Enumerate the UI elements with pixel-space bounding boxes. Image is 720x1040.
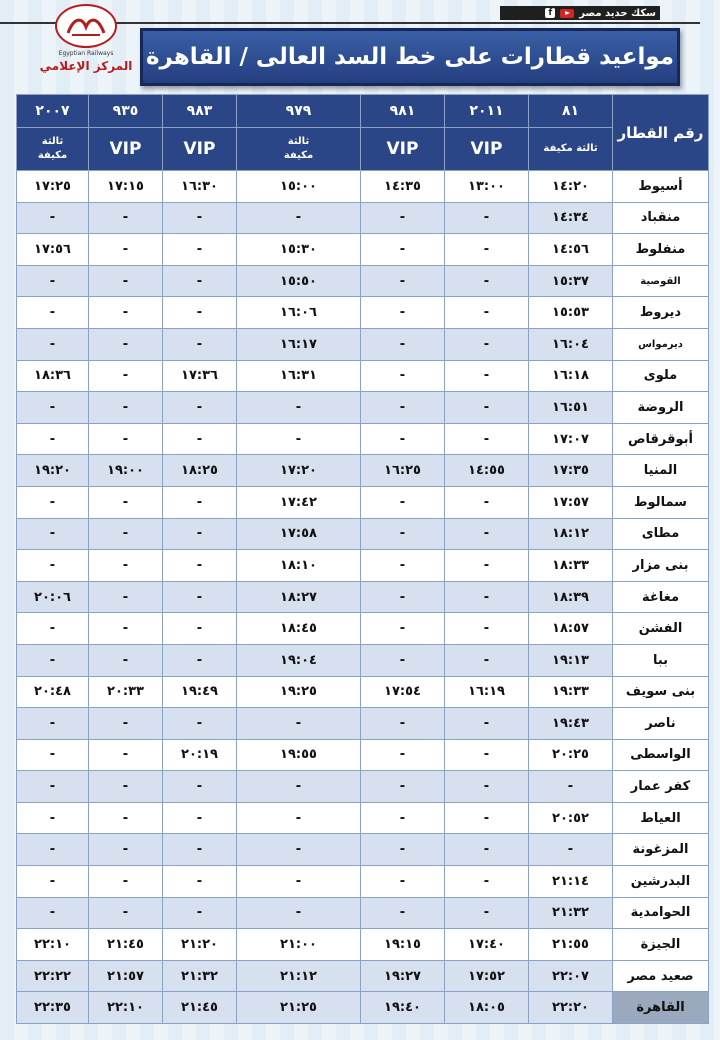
time-cell: - bbox=[17, 392, 89, 424]
time-cell: - bbox=[17, 834, 89, 866]
table-row bbox=[17, 234, 709, 266]
station-name: المزغونة bbox=[613, 834, 709, 866]
time-cell: ٢١:١٢ bbox=[237, 960, 361, 992]
time-cell: - bbox=[163, 423, 237, 455]
table-row bbox=[17, 265, 709, 297]
time-cell: ٢١:٥٥ bbox=[529, 929, 613, 961]
table-row bbox=[17, 581, 709, 613]
time-cell: ١٨:٠٥ bbox=[445, 992, 529, 1024]
time-cell: ١٧:٠٧ bbox=[529, 423, 613, 455]
time-cell: - bbox=[89, 581, 163, 613]
time-cell: ١٧:٢٥ bbox=[17, 171, 89, 203]
time-cell: - bbox=[445, 834, 529, 866]
time-cell: - bbox=[445, 866, 529, 898]
time-cell: ١٩:٢٠ bbox=[17, 455, 89, 487]
time-cell: - bbox=[89, 802, 163, 834]
table-row bbox=[17, 866, 709, 898]
time-cell: - bbox=[445, 486, 529, 518]
station-name: سمالوط bbox=[613, 486, 709, 518]
time-cell: ١٨:٣٣ bbox=[529, 550, 613, 582]
time-cell: - bbox=[237, 423, 361, 455]
time-cell: - bbox=[89, 392, 163, 424]
station-name: منقباد bbox=[613, 202, 709, 234]
time-cell: - bbox=[237, 202, 361, 234]
station-name: بنى سويف bbox=[613, 676, 709, 708]
time-cell: - bbox=[361, 392, 445, 424]
station-name: كفر عمار bbox=[613, 771, 709, 803]
time-cell: ١٦:٠٤ bbox=[529, 328, 613, 360]
train-type: ثالثة مكيفة bbox=[17, 128, 89, 171]
time-cell: - bbox=[17, 613, 89, 645]
table-row bbox=[17, 960, 709, 992]
time-cell: ١٦:٢٥ bbox=[361, 455, 445, 487]
time-cell: - bbox=[237, 866, 361, 898]
table-row bbox=[17, 328, 709, 360]
facebook-icon[interactable]: f bbox=[545, 8, 555, 18]
time-cell: - bbox=[163, 234, 237, 266]
title-banner bbox=[140, 28, 680, 86]
time-cell: - bbox=[89, 771, 163, 803]
station-name: القاهرة bbox=[613, 992, 709, 1024]
time-cell: ١٥:٥٠ bbox=[237, 265, 361, 297]
time-cell: - bbox=[163, 834, 237, 866]
train-number: ٩٣٥ bbox=[89, 95, 163, 128]
time-cell: - bbox=[17, 644, 89, 676]
time-cell: - bbox=[163, 518, 237, 550]
train-type: VIP bbox=[163, 128, 237, 171]
time-cell: - bbox=[163, 581, 237, 613]
time-cell: - bbox=[361, 897, 445, 929]
time-cell: - bbox=[89, 265, 163, 297]
time-cell: - bbox=[445, 708, 529, 740]
station-name: الفشن bbox=[613, 613, 709, 645]
station-name: بنى مزار bbox=[613, 550, 709, 582]
time-cell: ١٤:٥٥ bbox=[445, 455, 529, 487]
table-row bbox=[17, 897, 709, 929]
time-cell: - bbox=[445, 897, 529, 929]
time-cell: - bbox=[361, 708, 445, 740]
logo bbox=[39, 4, 133, 80]
time-cell: ١٨:١٠ bbox=[237, 550, 361, 582]
table-row bbox=[17, 802, 709, 834]
time-cell: - bbox=[89, 550, 163, 582]
time-cell: - bbox=[17, 423, 89, 455]
time-cell: - bbox=[445, 423, 529, 455]
time-cell: ١٧:٣٦ bbox=[163, 360, 237, 392]
time-cell: - bbox=[163, 771, 237, 803]
time-cell: - bbox=[445, 518, 529, 550]
time-cell: - bbox=[89, 897, 163, 929]
time-cell: - bbox=[445, 644, 529, 676]
table-row bbox=[17, 929, 709, 961]
time-cell: ٢١:٢٠ bbox=[163, 929, 237, 961]
train-type: VIP bbox=[89, 128, 163, 171]
time-cell: ١٤:٣٥ bbox=[361, 171, 445, 203]
time-cell: ٢١:٠٠ bbox=[237, 929, 361, 961]
time-cell: - bbox=[17, 328, 89, 360]
station-name: المنيا bbox=[613, 455, 709, 487]
time-cell: ٢١:١٤ bbox=[529, 866, 613, 898]
time-cell: ١٧:٥٧ bbox=[529, 486, 613, 518]
time-cell: - bbox=[89, 328, 163, 360]
time-cell: ٢٢:٣٥ bbox=[17, 992, 89, 1024]
time-cell: ١٩:٣٣ bbox=[529, 676, 613, 708]
time-cell: - bbox=[89, 486, 163, 518]
station-name: منفلوط bbox=[613, 234, 709, 266]
time-cell: - bbox=[361, 265, 445, 297]
time-cell: - bbox=[445, 739, 529, 771]
station-name: القوصية bbox=[613, 265, 709, 297]
time-cell: - bbox=[89, 644, 163, 676]
time-cell: ١٤:٣٤ bbox=[529, 202, 613, 234]
time-cell: ١٨:٤٥ bbox=[237, 613, 361, 645]
train-number: ٩٨٣ bbox=[163, 95, 237, 128]
time-cell: - bbox=[163, 644, 237, 676]
schedule-table bbox=[16, 94, 709, 1024]
train-number-row bbox=[17, 95, 709, 128]
time-cell: - bbox=[17, 739, 89, 771]
time-cell: ٢٢:١٠ bbox=[89, 992, 163, 1024]
time-cell: - bbox=[361, 644, 445, 676]
time-cell: ١٨:٣٦ bbox=[17, 360, 89, 392]
time-cell: - bbox=[361, 328, 445, 360]
time-cell: ١٧:٤٠ bbox=[445, 929, 529, 961]
time-cell: - bbox=[163, 486, 237, 518]
station-name: الروضة bbox=[613, 392, 709, 424]
time-cell: - bbox=[163, 613, 237, 645]
time-cell: - bbox=[89, 739, 163, 771]
time-cell: - bbox=[17, 202, 89, 234]
time-cell: - bbox=[17, 518, 89, 550]
train-type-row bbox=[17, 128, 709, 171]
station-name: ديرمواس bbox=[613, 328, 709, 360]
time-cell: ١٦:١٩ bbox=[445, 676, 529, 708]
time-cell: - bbox=[237, 392, 361, 424]
time-cell: ١٦:٠٦ bbox=[237, 297, 361, 329]
time-cell: - bbox=[445, 328, 529, 360]
time-cell: - bbox=[445, 613, 529, 645]
station-name: مطاى bbox=[613, 518, 709, 550]
time-cell: - bbox=[445, 771, 529, 803]
time-cell: - bbox=[361, 234, 445, 266]
time-cell: - bbox=[361, 581, 445, 613]
train-number: ٩٨١ bbox=[361, 95, 445, 128]
table-row bbox=[17, 423, 709, 455]
logo-subtitle: Egyptian Railways bbox=[58, 50, 114, 57]
time-cell: ٢١:٥٧ bbox=[89, 960, 163, 992]
time-cell: ٢١:٣٢ bbox=[529, 897, 613, 929]
time-cell: ١٩:٢٧ bbox=[361, 960, 445, 992]
time-cell: - bbox=[361, 297, 445, 329]
time-cell: - bbox=[89, 613, 163, 645]
station-name: البدرشين bbox=[613, 866, 709, 898]
time-cell: ١٨:٢٥ bbox=[163, 455, 237, 487]
time-cell: - bbox=[361, 360, 445, 392]
time-cell: ١٦:٣٠ bbox=[163, 171, 237, 203]
station-name: ناصر bbox=[613, 708, 709, 740]
station-name: ديروط bbox=[613, 297, 709, 329]
time-cell: ١٣:٠٠ bbox=[445, 171, 529, 203]
table-row bbox=[17, 992, 709, 1024]
time-cell: - bbox=[163, 802, 237, 834]
time-cell: ١٩:١٣ bbox=[529, 644, 613, 676]
time-cell: - bbox=[89, 297, 163, 329]
time-cell: ١٥:٥٣ bbox=[529, 297, 613, 329]
time-cell: ١٩:٤٣ bbox=[529, 708, 613, 740]
time-cell: ١٨:٥٧ bbox=[529, 613, 613, 645]
time-cell: - bbox=[17, 866, 89, 898]
time-cell: ١٤:٥٦ bbox=[529, 234, 613, 266]
time-cell: ١٩:١٥ bbox=[361, 929, 445, 961]
time-cell: - bbox=[445, 297, 529, 329]
logo-name: المركز الإعلامي bbox=[39, 59, 133, 73]
time-cell: ٢٢:٠٧ bbox=[529, 960, 613, 992]
train-type: VIP bbox=[361, 128, 445, 171]
time-cell: ٢١:٣٢ bbox=[163, 960, 237, 992]
time-cell: - bbox=[445, 581, 529, 613]
time-cell: - bbox=[163, 708, 237, 740]
time-cell: - bbox=[445, 360, 529, 392]
table-row bbox=[17, 676, 709, 708]
time-cell: ١٥:٣٧ bbox=[529, 265, 613, 297]
time-cell: - bbox=[89, 360, 163, 392]
time-cell: - bbox=[89, 834, 163, 866]
time-cell: - bbox=[163, 202, 237, 234]
time-cell: - bbox=[529, 771, 613, 803]
time-cell: - bbox=[17, 771, 89, 803]
table-row bbox=[17, 518, 709, 550]
time-cell: - bbox=[17, 550, 89, 582]
time-cell: - bbox=[17, 486, 89, 518]
station-name: الجيزة bbox=[613, 929, 709, 961]
station-name: صعيد مصر bbox=[613, 960, 709, 992]
time-cell: - bbox=[17, 897, 89, 929]
train-number: ٢٠٠٧ bbox=[17, 95, 89, 128]
time-cell: ٢٠:٠٦ bbox=[17, 581, 89, 613]
station-name: أبوقرقاص bbox=[613, 423, 709, 455]
time-cell: ١٧:٤٢ bbox=[237, 486, 361, 518]
time-cell: ١٧:٥٤ bbox=[361, 676, 445, 708]
time-cell: ١٨:١٢ bbox=[529, 518, 613, 550]
time-cell: - bbox=[361, 866, 445, 898]
time-cell: - bbox=[361, 771, 445, 803]
table-row bbox=[17, 486, 709, 518]
time-cell: - bbox=[89, 202, 163, 234]
table-row bbox=[17, 739, 709, 771]
table-row bbox=[17, 771, 709, 803]
time-cell: ١٦:١٨ bbox=[529, 360, 613, 392]
time-cell: - bbox=[163, 265, 237, 297]
table-row bbox=[17, 455, 709, 487]
time-cell: - bbox=[89, 866, 163, 898]
time-cell: ٢٢:٢٢ bbox=[17, 960, 89, 992]
time-cell: ٢٢:١٠ bbox=[17, 929, 89, 961]
time-cell: - bbox=[361, 202, 445, 234]
time-cell: ٢٠:٢٥ bbox=[529, 739, 613, 771]
time-cell: - bbox=[17, 802, 89, 834]
table-row bbox=[17, 171, 709, 203]
time-cell: ١٦:٥١ bbox=[529, 392, 613, 424]
time-cell: - bbox=[445, 392, 529, 424]
train-type: ثالثة مكيفة bbox=[529, 128, 613, 171]
time-cell: ٢٠:٣٣ bbox=[89, 676, 163, 708]
time-cell: - bbox=[445, 265, 529, 297]
time-cell: ١٧:٥٨ bbox=[237, 518, 361, 550]
time-cell: ١٨:٣٩ bbox=[529, 581, 613, 613]
table-row bbox=[17, 202, 709, 234]
time-cell: ١٧:٥٦ bbox=[17, 234, 89, 266]
table-row bbox=[17, 644, 709, 676]
time-cell: - bbox=[361, 739, 445, 771]
time-cell: - bbox=[361, 834, 445, 866]
time-cell: ٢١:٤٥ bbox=[163, 992, 237, 1024]
time-cell: - bbox=[445, 202, 529, 234]
time-cell: - bbox=[361, 613, 445, 645]
station-name: العياط bbox=[613, 802, 709, 834]
page-title: مواعيد قطارات على خط السد العالى / القاهرة bbox=[145, 44, 675, 70]
time-cell: - bbox=[163, 897, 237, 929]
time-cell: - bbox=[361, 550, 445, 582]
time-cell: - bbox=[17, 708, 89, 740]
time-cell: - bbox=[17, 265, 89, 297]
train-number-label: رقم القطار bbox=[613, 95, 709, 171]
station-name: الواسطى bbox=[613, 739, 709, 771]
time-cell: ٢٠:٤٨ bbox=[17, 676, 89, 708]
station-name: ملوى bbox=[613, 360, 709, 392]
social-text: سكك حديد مصر bbox=[579, 7, 656, 19]
time-cell: ١٧:١٥ bbox=[89, 171, 163, 203]
time-cell: ١٥:٠٠ bbox=[237, 171, 361, 203]
time-cell: - bbox=[237, 897, 361, 929]
time-cell: ١٧:٢٠ bbox=[237, 455, 361, 487]
time-cell: - bbox=[237, 771, 361, 803]
time-cell: - bbox=[529, 834, 613, 866]
time-cell: - bbox=[163, 550, 237, 582]
time-cell: ١٩:٠٤ bbox=[237, 644, 361, 676]
station-name: ببا bbox=[613, 644, 709, 676]
time-cell: ١٩:٤٠ bbox=[361, 992, 445, 1024]
time-cell: ٢١:٢٥ bbox=[237, 992, 361, 1024]
time-cell: - bbox=[445, 802, 529, 834]
time-cell: ٢٠:١٩ bbox=[163, 739, 237, 771]
time-cell: - bbox=[237, 834, 361, 866]
train-type: VIP bbox=[445, 128, 529, 171]
time-cell: - bbox=[163, 392, 237, 424]
time-cell: - bbox=[361, 518, 445, 550]
youtube-icon[interactable] bbox=[560, 9, 574, 18]
table-row bbox=[17, 392, 709, 424]
train-type: ثالثة مكيفة bbox=[237, 128, 361, 171]
time-cell: - bbox=[89, 518, 163, 550]
train-number: ٢٠١١ bbox=[445, 95, 529, 128]
time-cell: - bbox=[89, 423, 163, 455]
time-cell: - bbox=[163, 297, 237, 329]
table-row bbox=[17, 708, 709, 740]
time-cell: ١٨:٢٧ bbox=[237, 581, 361, 613]
time-cell: - bbox=[89, 234, 163, 266]
table-row bbox=[17, 360, 709, 392]
time-cell: - bbox=[237, 708, 361, 740]
time-cell: ١٥:٣٠ bbox=[237, 234, 361, 266]
time-cell: - bbox=[445, 550, 529, 582]
time-cell: ١٩:٠٠ bbox=[89, 455, 163, 487]
time-cell: ٢١:٤٥ bbox=[89, 929, 163, 961]
time-cell: ١٩:٢٥ bbox=[237, 676, 361, 708]
train-number: ٩٧٩ bbox=[237, 95, 361, 128]
table-row bbox=[17, 297, 709, 329]
station-name: مغاغة bbox=[613, 581, 709, 613]
time-cell: - bbox=[17, 297, 89, 329]
time-cell: ١٩:٤٩ bbox=[163, 676, 237, 708]
time-cell: - bbox=[237, 802, 361, 834]
time-cell: - bbox=[361, 802, 445, 834]
time-cell: - bbox=[361, 486, 445, 518]
table-row bbox=[17, 550, 709, 582]
table-row bbox=[17, 613, 709, 645]
time-cell: - bbox=[361, 423, 445, 455]
railway-logo-icon bbox=[55, 4, 117, 48]
train-number: ٨١ bbox=[529, 95, 613, 128]
time-cell: - bbox=[163, 866, 237, 898]
time-cell: ٢٠:٥٢ bbox=[529, 802, 613, 834]
time-cell: ١٧:٣٥ bbox=[529, 455, 613, 487]
schedule-body bbox=[17, 171, 709, 1024]
time-cell: - bbox=[89, 708, 163, 740]
time-cell: ١٧:٥٢ bbox=[445, 960, 529, 992]
time-cell: ١٤:٢٠ bbox=[529, 171, 613, 203]
table-row bbox=[17, 834, 709, 866]
social-bar bbox=[500, 6, 660, 20]
time-cell: - bbox=[163, 328, 237, 360]
time-cell: ١٩:٥٥ bbox=[237, 739, 361, 771]
time-cell: ٢٢:٢٠ bbox=[529, 992, 613, 1024]
time-cell: ١٦:١٧ bbox=[237, 328, 361, 360]
station-name: الحوامدية bbox=[613, 897, 709, 929]
time-cell: ١٦:٣١ bbox=[237, 360, 361, 392]
time-cell: - bbox=[445, 234, 529, 266]
station-name: أسيوط bbox=[613, 171, 709, 203]
